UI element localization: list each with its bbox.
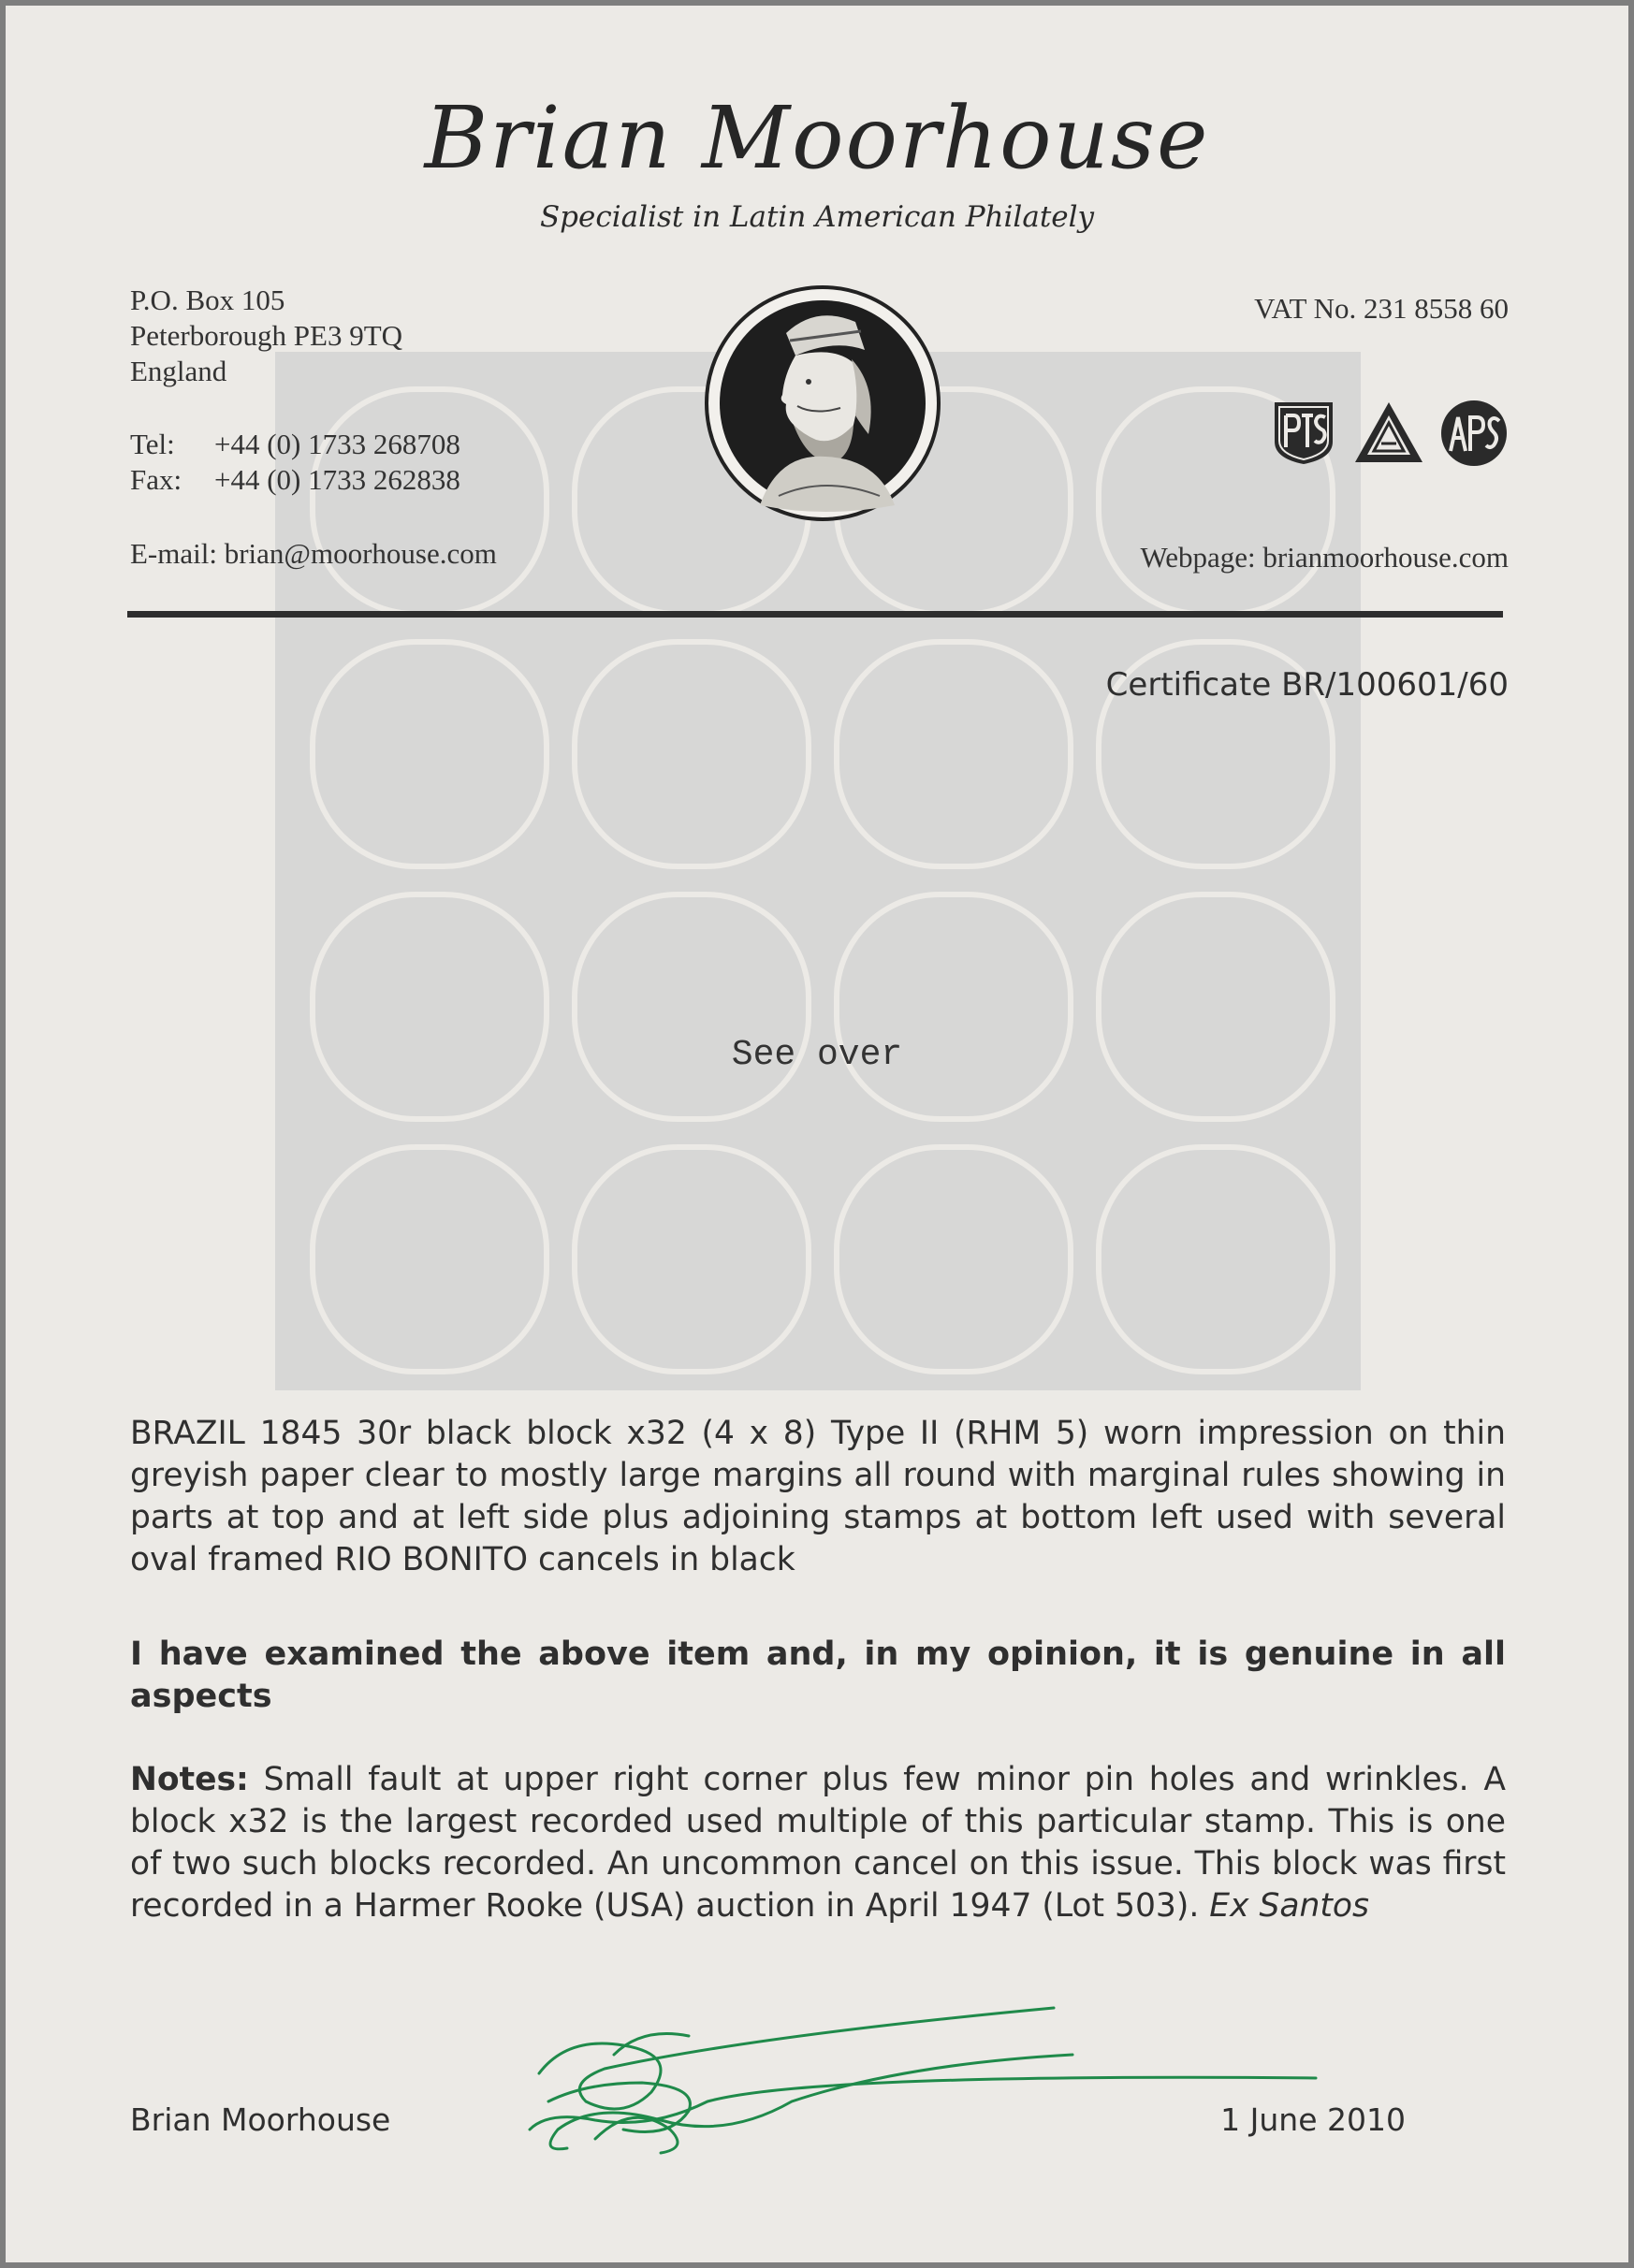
notes-provenance: Ex Santos <box>1209 1887 1369 1925</box>
postal-address <box>130 283 402 389</box>
email-address: E-mail: brian@moorhouse.com <box>130 537 497 570</box>
notes-text: Small fault at upper right corner plus few minor pin holes and wrinkles. A block x32 is the largest recorded used multiple of this particular stamp. This is one of two such blocks recorded. An uncommon cancel on this issue. This block was first recorded in a Harmer Rooke (USA) auction in April 1947 (Lot 503). <box>130 1761 1506 1925</box>
header-divider <box>127 611 1503 618</box>
address-line: Peterborough PE3 9TQ <box>130 319 403 352</box>
tel-label: Tel: <box>130 428 175 460</box>
notes-paragraph <box>130 1759 1506 1927</box>
portrait-medallion-icon <box>704 284 941 522</box>
address-line: England <box>130 355 227 387</box>
expert-opinion: I have examined the above item and, in my opinion, it is genuine in all aspects <box>130 1636 1506 1715</box>
aps-logo-icon <box>1439 399 1509 468</box>
fax-number: +44 (0) 1733 262838 <box>214 463 460 496</box>
tel-number: +44 (0) 1733 268708 <box>214 428 460 460</box>
handwritten-signature <box>511 1989 1353 2167</box>
signatory-name: Brian Moorhouse <box>130 2101 391 2138</box>
letterhead-tagline: Specialist in Latin American Philately <box>539 200 1095 234</box>
fax-label: Fax: <box>130 463 182 496</box>
certificate-number: Certificate BR/100601/60 <box>1105 666 1509 704</box>
pts-logo-icon <box>1271 399 1336 466</box>
certificate-page <box>6 6 1628 2262</box>
see-over-note: See over <box>731 1035 903 1075</box>
item-description: BRAZIL 1845 30r black block x32 (4 x 8) Type II (RHM 5) worn impression on thin greyish paper clear to mostly large margins all round with marginal rules showing in parts at top and at left side plus adjoining stamps at bottom left used with several oval framed RIO BONITO cancels in black <box>130 1415 1506 1578</box>
phone-numbers <box>130 427 460 498</box>
notes-label: Notes: <box>130 1761 249 1798</box>
webpage-address: Webpage: brianmoorhouse.com <box>1140 541 1509 574</box>
asda-logo-icon <box>1351 399 1426 466</box>
letterhead-name: Brian Moorhouse <box>424 88 1210 188</box>
address-line: P.O. Box 105 <box>130 284 285 316</box>
vat-number: VAT No. 231 8558 60 <box>1254 292 1509 325</box>
certificate-date: 1 June 2010 <box>1220 2101 1406 2138</box>
